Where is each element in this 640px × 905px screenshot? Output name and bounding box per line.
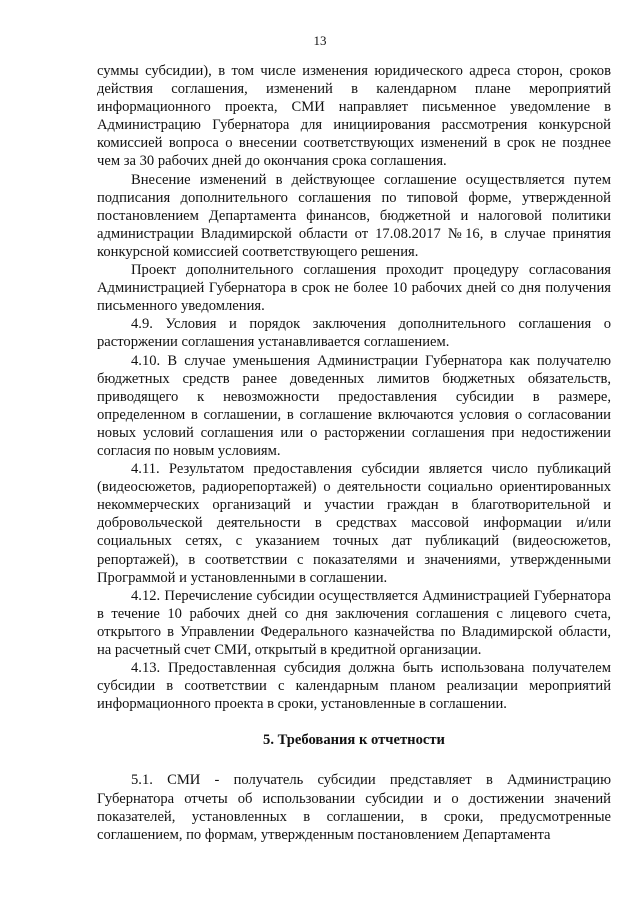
paragraph-5-1: 5.1. СМИ - получатель субсидии представляет в Администрацию Губернатора отчеты об использовании субсидии и о достижении значений показателей, установленных в соглашении, в сроки, предусмотренные соглашением, по формам, утвержденным постановлением Департамента xyxy=(97,772,611,843)
paragraph-4-9: 4.9. Условия и порядок заключения дополнительного соглашения о расторжении соглашения устанавливается соглашением. xyxy=(97,316,611,351)
document-body xyxy=(97,62,611,844)
paragraph-draft-approval: Проект дополнительного соглашения проходит процедуру согласования Администрацией Губернатора в срок не более 10 рабочих дней со дня получения письменного уведомления. xyxy=(97,262,611,315)
page-number: 13 xyxy=(313,33,327,48)
paragraph-continuation: суммы субсидии), в том числе изменения юридического адреса сторон, сроков действия соглашения, изменений в календарном плане мероприятий информационного проекта, СМИ направляет письменное уведомление в Администрацию Губернатора для инициирования рассмотрения конкурсной комиссией вопроса о внесении соответствующих изменений в срок не позднее чем за 30 рабочих дней до окончания срока соглашения. xyxy=(97,63,611,170)
paragraph-4-13: 4.13. Предоставленная субсидия должна быть использована получателем субсидии в соответствии с календарным планом реализации мероприятий информационного проекта в сроки, установленные в соглашении. xyxy=(97,660,611,713)
section-heading: 5. Требования к отчетности xyxy=(263,732,445,749)
paragraph-4-10: 4.10. В случае уменьшения Администрации Губернатора как получателю бюджетных средств ранее доведенных лимитов бюджетных обязательств, приводящего к невозможности предоставления субсидии в размере, определенном в соглашении, в соглашение включаются условия о согласовании новых условий соглашения или о расторжении соглашения при недостижении согласия по новым условиям. xyxy=(97,352,611,459)
paragraph-4-11: 4.11. Результатом предоставления субсидии является число публикаций (видеосюжетов, радиорепортажей) о деятельности социально ориентированных некоммерческих организаций и участии граждан в благотворительной и добровольческой деятельности в средствах массовой информации и/или социальных сетях, с указанием точных дат публикаций (видеосюжетов, репортажей), в соответствии с показателями и значениями, утвержденными Программой и установленными в соглашении. xyxy=(97,461,611,586)
paragraph-amendment-procedure: Внесение изменений в действующее соглашение осуществляется путем подписания дополнительного соглашения по типовой форме, утвержденной постановлением Департамента финансов, бюджетной и налоговой политики администрации Владимирской области от 17.08.2017 №16, в случае принятия конкурсной комиссией соответствующего решения. xyxy=(97,171,611,260)
paragraph-4-12: 4.12. Перечисление субсидии осуществляется Администрацией Губернатора в течение 10 рабочих дней со дня заключения соглашения с лицевого счета, открытого в Управлении Федерального казначейства по Владимирской области, на расчетный счет СМИ, открытый в кредитной организации. xyxy=(97,587,611,658)
